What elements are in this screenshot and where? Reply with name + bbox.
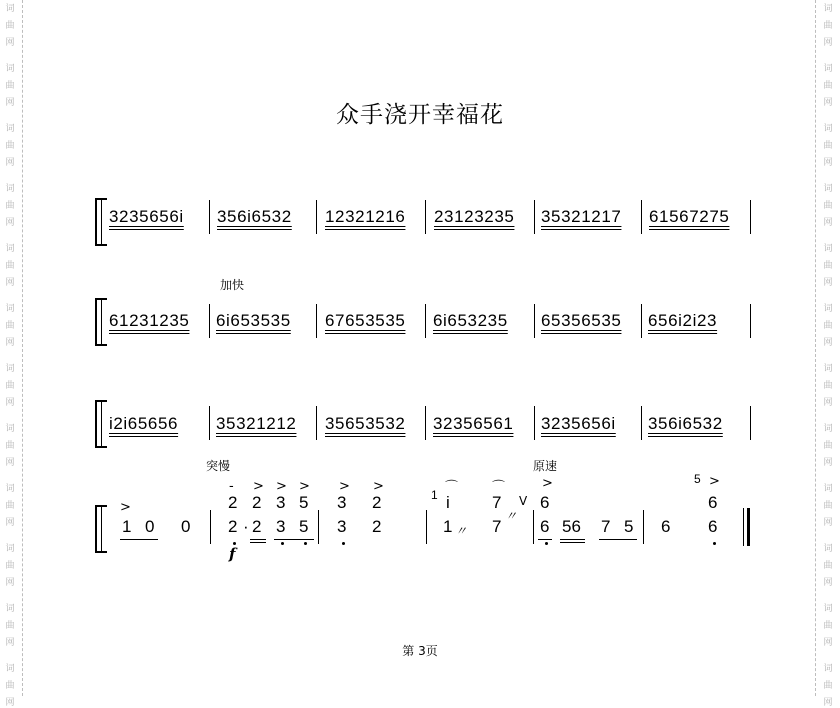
watermark-glyph: 网 (823, 638, 833, 648)
measure: 3235656i (109, 207, 184, 226)
watermark-glyph: 曲 (5, 141, 15, 151)
note: 2 (252, 493, 262, 512)
final-barline-thick (747, 508, 750, 546)
watermark-glyph: 词 (5, 664, 15, 674)
watermark-glyph: 曲 (823, 501, 833, 511)
note: 56 (562, 517, 581, 536)
octave-dot (545, 542, 548, 545)
note: 7 (601, 517, 611, 536)
watermark-glyph: 曲 (5, 381, 15, 391)
measure: 3235656i (541, 414, 616, 433)
note: 6 (708, 493, 718, 512)
underline (560, 542, 585, 543)
dynamic-forte: f (229, 545, 236, 563)
accent-mark: > (299, 479, 310, 494)
watermark-glyph: 词 (5, 364, 15, 374)
barline (533, 510, 534, 544)
watermark-glyph: 曲 (5, 681, 15, 691)
note: i (446, 493, 450, 512)
watermark-glyph: 词 (5, 304, 15, 314)
barline (425, 406, 426, 440)
underline (120, 539, 158, 540)
watermark-glyph: 词 (5, 184, 15, 194)
octave-dot (713, 542, 716, 545)
measure: 6i653535 (216, 311, 291, 330)
watermark-glyph: 网 (5, 218, 15, 228)
barline (209, 304, 210, 338)
watermark-glyph: 网 (5, 338, 15, 348)
system-brace (95, 198, 107, 246)
watermark-glyph: 曲 (823, 561, 833, 571)
watermark-glyph: 曲 (823, 681, 833, 691)
barline (534, 304, 535, 338)
measure: 35321212 (216, 414, 297, 433)
watermark-glyph: 词 (823, 124, 833, 134)
note: 3 (276, 493, 286, 512)
barline (316, 200, 317, 234)
watermark-glyph: 词 (823, 664, 833, 674)
barline (316, 406, 317, 440)
note: 0 (145, 517, 155, 536)
barline (425, 200, 426, 234)
underline (599, 539, 637, 540)
watermark-glyph: 词 (823, 424, 833, 434)
watermark-glyph: 词 (5, 124, 15, 134)
measure: 35653532 (325, 414, 406, 433)
watermark-glyph: 词 (823, 364, 833, 374)
barline (316, 304, 317, 338)
watermark-glyph: 曲 (5, 621, 15, 631)
underline (538, 539, 552, 540)
note: 0 (181, 517, 191, 536)
fermata: ⌒ (492, 480, 506, 495)
accent-mark: > (253, 479, 264, 494)
watermark-glyph: 网 (5, 698, 15, 708)
note: 1 (122, 517, 132, 536)
watermark-glyph: 曲 (823, 81, 833, 91)
watermark-glyph: 曲 (823, 21, 833, 31)
note: 6 (540, 493, 550, 512)
watermark-glyph: 词 (5, 544, 15, 554)
page-number: 第 3页 (402, 644, 438, 658)
watermark-glyph: 网 (5, 98, 15, 108)
watermark-glyph: 网 (5, 518, 15, 528)
note: 2 (228, 493, 238, 512)
watermark-glyph: 词 (823, 64, 833, 74)
tremolo-mark: 〃 (505, 509, 518, 523)
watermark-glyph: 曲 (823, 201, 833, 211)
fermata: ⌒ (445, 480, 459, 495)
measure: 32356561 (433, 414, 514, 433)
watermark-glyph: 网 (5, 278, 15, 288)
watermark-glyph: 词 (823, 304, 833, 314)
watermark-glyph: 曲 (823, 321, 833, 331)
note: 3 (337, 517, 347, 536)
watermark-glyph: 词 (5, 484, 15, 494)
underline (250, 539, 266, 540)
watermark-glyph: 词 (5, 4, 15, 14)
watermark-glyph: 曲 (5, 261, 15, 271)
watermark-glyph: 词 (823, 4, 833, 14)
measure: 61567275 (649, 207, 730, 226)
accent-mark: > (276, 479, 287, 494)
accent-mark: > (542, 476, 553, 491)
note: 5 (624, 517, 634, 536)
note: 2 (252, 517, 262, 536)
tremolo-mark: 〃 (455, 524, 468, 538)
measure: 356i6532 (217, 207, 292, 226)
watermark-glyph: 曲 (5, 561, 15, 571)
watermark-glyph: 词 (5, 424, 15, 434)
octave-dot (281, 542, 284, 545)
note: 5 (299, 517, 309, 536)
watermark-glyph: 网 (823, 578, 833, 588)
tempo-marking-a-tempo: 原速 (533, 459, 558, 473)
watermark-glyph: 曲 (5, 21, 15, 31)
measure: 61231235 (109, 311, 190, 330)
accent-mark: > (339, 479, 350, 494)
watermark-glyph: 网 (823, 458, 833, 468)
barline (425, 304, 426, 338)
barline (643, 510, 644, 544)
measure: 356i6532 (648, 414, 723, 433)
underline (250, 542, 266, 543)
note: 3 (276, 517, 286, 536)
barline (426, 510, 427, 544)
watermark-glyph: 网 (5, 458, 15, 468)
watermark-glyph: 曲 (5, 441, 15, 451)
underline (274, 539, 314, 540)
watermark-glyph: 网 (823, 398, 833, 408)
octave-dot (342, 542, 345, 545)
note: 6 (661, 517, 671, 536)
watermark-glyph: 网 (823, 698, 833, 708)
accent-mark: > (120, 500, 131, 515)
note: 3 (337, 493, 347, 512)
tempo-marking-sudden-slow: 突慢 (206, 459, 231, 473)
accent-mark: > (373, 479, 384, 494)
system-brace (95, 400, 107, 448)
barline (750, 406, 751, 440)
watermark-glyph: 曲 (5, 201, 15, 211)
watermark-glyph: 曲 (5, 81, 15, 91)
barline (209, 200, 210, 234)
barline (641, 406, 642, 440)
accent-mark: > (709, 474, 720, 489)
note: 2 (372, 493, 382, 512)
watermark-glyph: 词 (5, 244, 15, 254)
watermark-glyph: 曲 (823, 381, 833, 391)
watermark-glyph: 网 (5, 38, 15, 48)
note: 1 (443, 517, 453, 536)
barline (534, 200, 535, 234)
score-title: 众手浇开幸福花 (336, 102, 504, 128)
note: 2 (228, 517, 238, 536)
barline (641, 200, 642, 234)
note: 5 (299, 493, 309, 512)
watermark-glyph: 网 (5, 638, 15, 648)
watermark-glyph: 网 (823, 278, 833, 288)
measure: 6i653235 (433, 311, 508, 330)
note: 6 (708, 517, 718, 536)
measure: 35321217 (541, 207, 622, 226)
watermark-glyph: 曲 (823, 141, 833, 151)
measure: 67653535 (325, 311, 406, 330)
system-brace (95, 298, 107, 346)
watermark-glyph: 曲 (823, 441, 833, 451)
watermark-glyph: 词 (823, 604, 833, 614)
note: 7 (492, 517, 502, 536)
watermark-glyph: 网 (823, 518, 833, 528)
barline (750, 200, 751, 234)
note: 2 (372, 517, 382, 536)
measure: 656i2i23 (648, 311, 718, 330)
measure: i2i65656 (109, 414, 179, 433)
note: 6 (540, 517, 550, 536)
watermark-glyph: 网 (5, 398, 15, 408)
watermark-glyph: 网 (5, 578, 15, 588)
barline (750, 304, 751, 338)
dot-rhythm: · (243, 517, 249, 536)
final-barline-thin (743, 508, 744, 546)
watermark-glyph: 词 (5, 604, 15, 614)
watermark-glyph: 网 (823, 218, 833, 228)
barline (534, 406, 535, 440)
breath-mark: V (519, 494, 528, 508)
system-brace (95, 505, 107, 553)
watermark-glyph: 网 (823, 38, 833, 48)
barline (318, 510, 319, 544)
measure: 65356535 (541, 311, 622, 330)
barline (209, 406, 210, 440)
watermark-glyph: 网 (823, 98, 833, 108)
measure: 12321216 (325, 207, 406, 226)
watermark-glyph: 曲 (823, 621, 833, 631)
barline (641, 304, 642, 338)
note: 7 (492, 493, 502, 512)
watermark-glyph: 词 (823, 484, 833, 494)
watermark-glyph: 网 (823, 158, 833, 168)
grace-note: 1 (431, 488, 438, 502)
barline (210, 510, 211, 544)
watermark-glyph: 词 (823, 244, 833, 254)
octave-dot (304, 542, 307, 545)
watermark-glyph: 曲 (823, 261, 833, 271)
watermark-glyph: 词 (823, 544, 833, 554)
watermark-glyph: 网 (823, 338, 833, 348)
measure: 23123235 (434, 207, 515, 226)
accent-mark: - (229, 479, 234, 494)
grace-note: 5 (694, 472, 701, 486)
underline (560, 539, 585, 540)
watermark-glyph: 词 (5, 64, 15, 74)
watermark-glyph: 网 (5, 158, 15, 168)
tempo-marking-accelerando: 加快 (220, 278, 245, 292)
watermark-glyph: 曲 (5, 321, 15, 331)
watermark-glyph: 词 (823, 184, 833, 194)
watermark-glyph: 曲 (5, 501, 15, 511)
